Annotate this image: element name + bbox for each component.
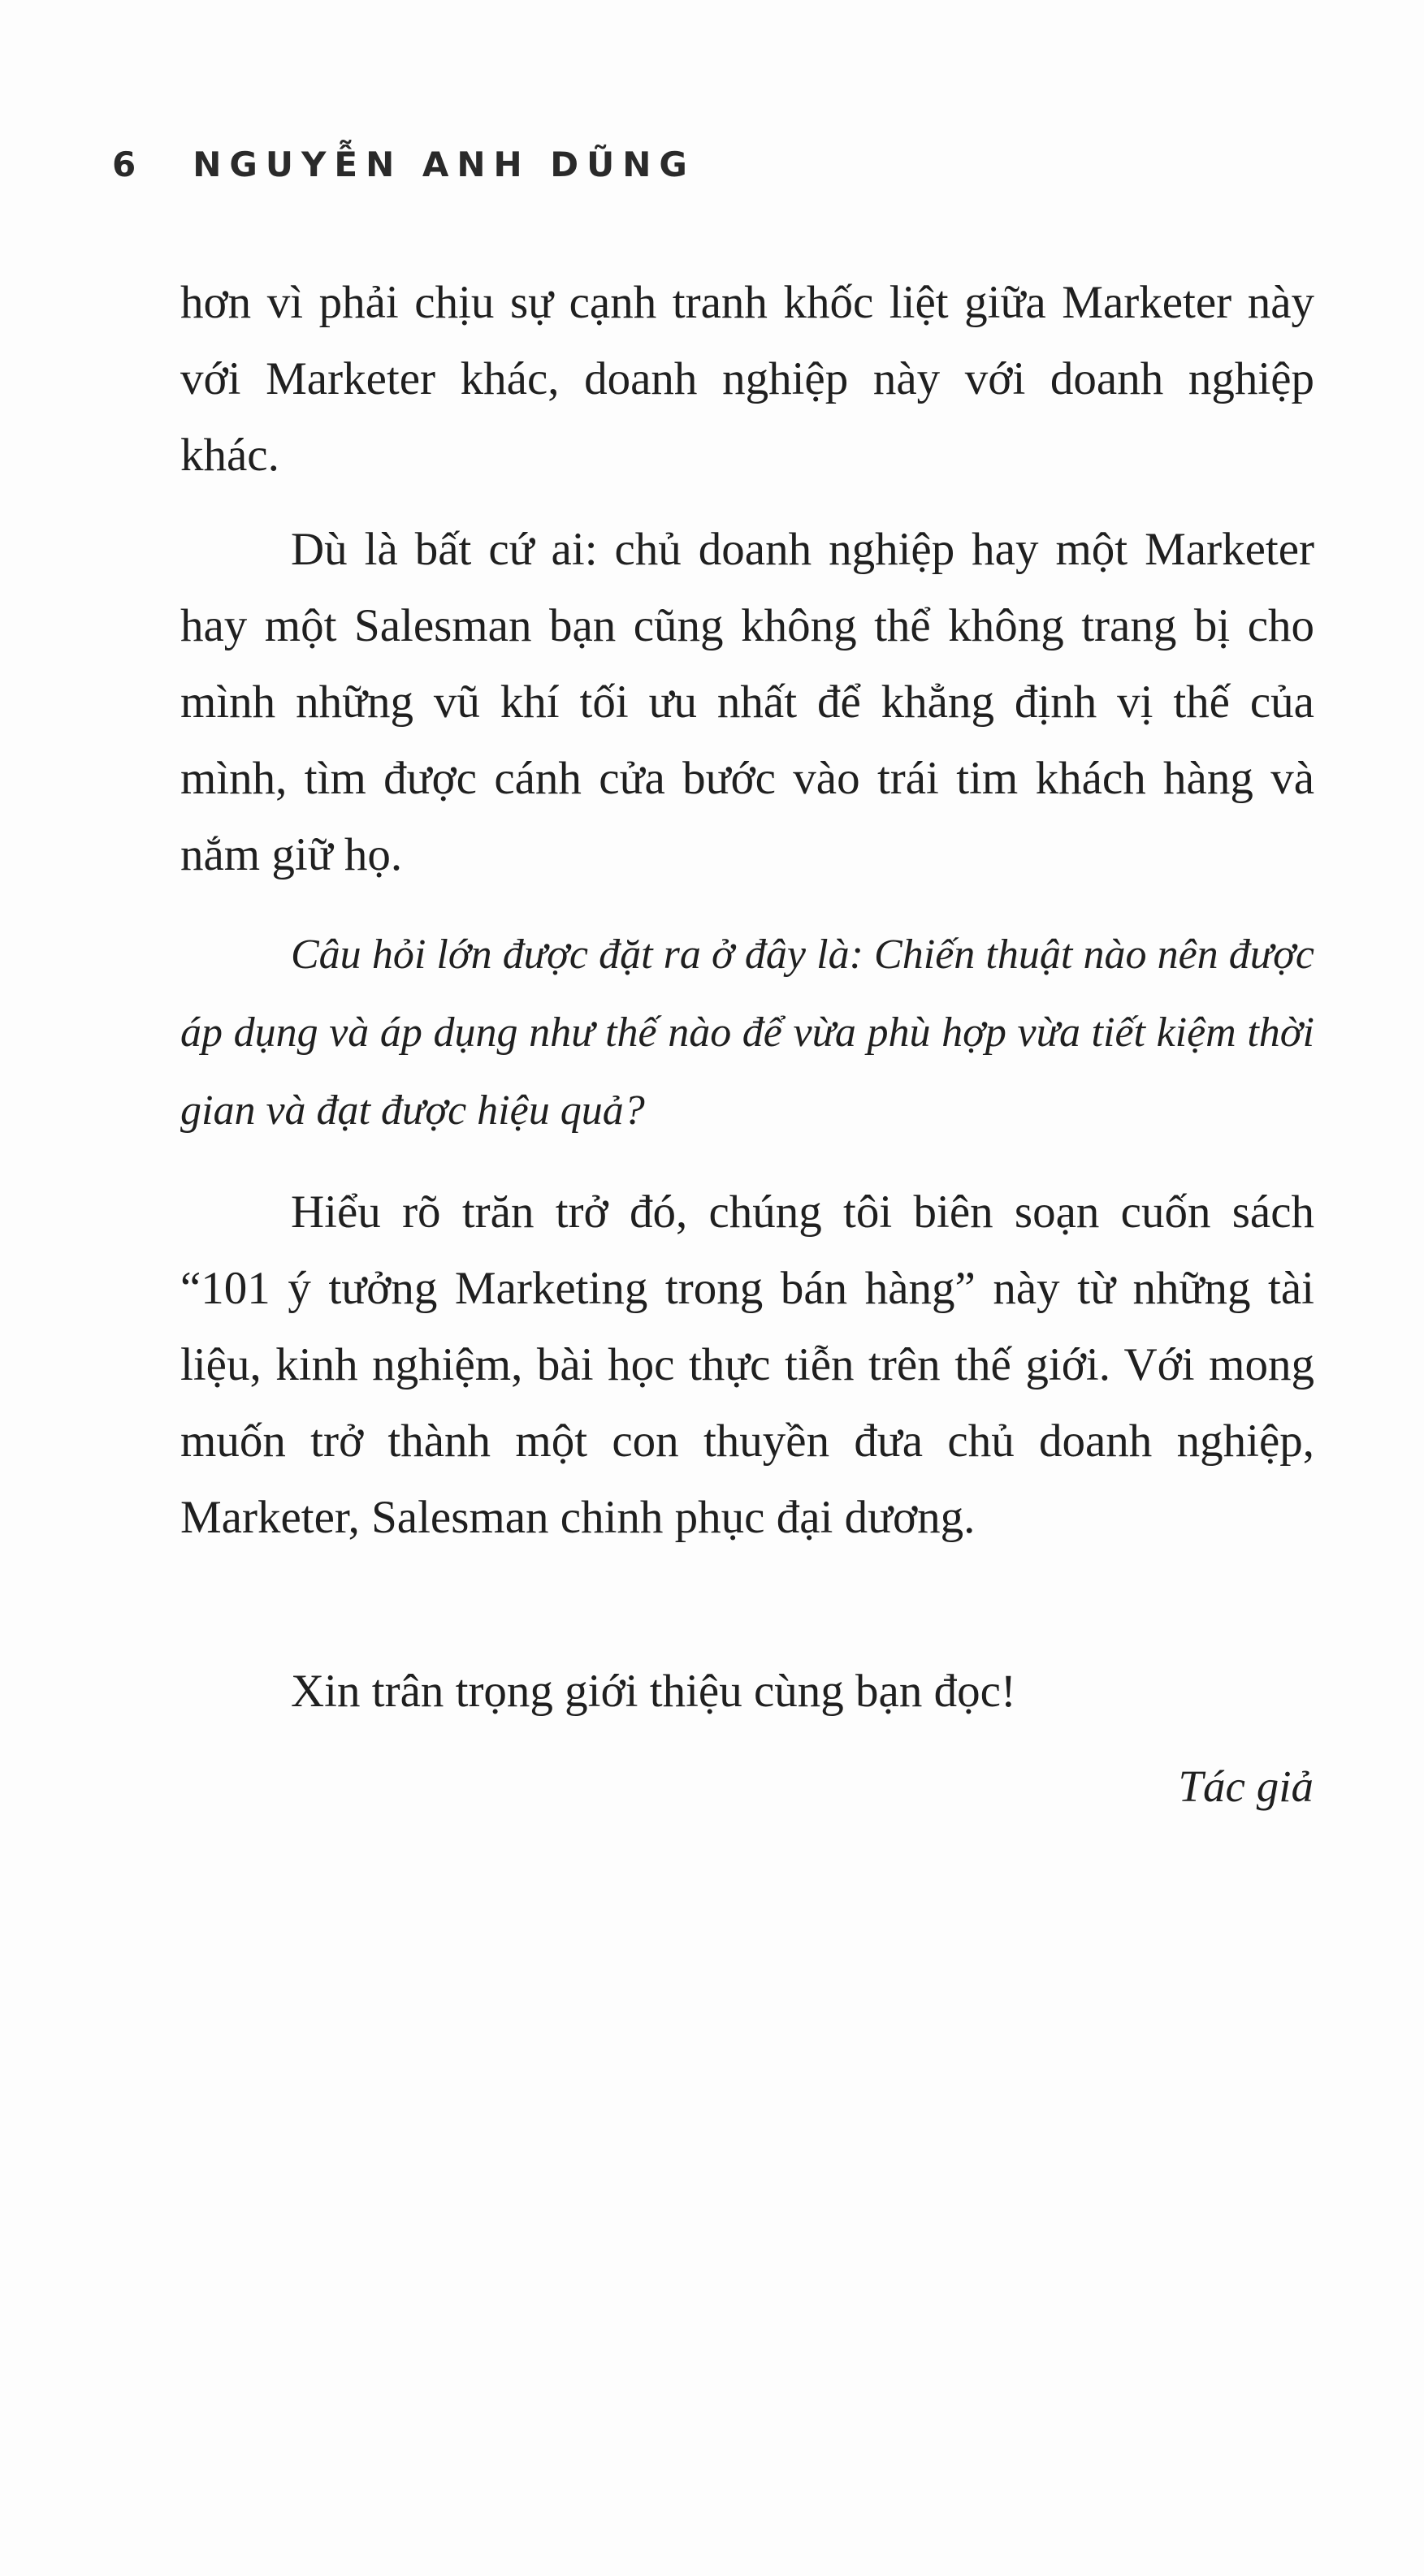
body-block-5 — [180, 1653, 1314, 1730]
paragraph-continuation: hơn vì phải chịu sự cạnh tranh khốc liệt giữa Marketer này với Marketer khác, doanh nghiệp này với doanh nghiệp khác. — [180, 277, 1314, 481]
signature-author: Tác giả — [1178, 1761, 1314, 1811]
page-number: 6 — [112, 145, 145, 184]
body-block-2 — [180, 512, 1314, 893]
paragraph-anyone: Dù là bất cứ ai: chủ doanh nghiệp hay một Marketer hay một Salesman bạn cũng không thể không trang bị cho mình những vũ khí tối ưu nhất để khẳng định vị thế của mình, tìm được cánh cửa bước vào trái tim khách hàng và nắm giữ họ. — [180, 524, 1314, 880]
paragraph-closing: Xin trân trọng giới thiệu cùng bạn đọc! — [291, 1666, 1016, 1717]
author-name: NGUYỄN ANH DŨNG — [193, 145, 695, 184]
running-header — [112, 145, 695, 184]
paragraph-question: Câu hỏi lớn được đặt ra ở đây là: Chiến thuật nào nên được áp dụng và áp dụng như thế nào để vừa phù hợp vừa tiết kiệm thời gian và đạt được hiệu quả? — [180, 931, 1314, 1134]
paragraph-purpose: Hiểu rõ trăn trở đó, chúng tôi biên soạn cuốn sách “101 ý tưởng Marketing trong bán hàng” này từ những tài liệu, kinh nghiệm, bài học thực tiễn trên thế giới. Với mong muốn trở thành một con thuyền đưa chủ doanh nghiệp, Marketer, Salesman chinh phục đại dương. — [180, 1186, 1314, 1543]
body-block-1 — [180, 265, 1314, 494]
body-block-4 — [180, 1174, 1314, 1556]
body-block-3 — [180, 916, 1314, 1150]
